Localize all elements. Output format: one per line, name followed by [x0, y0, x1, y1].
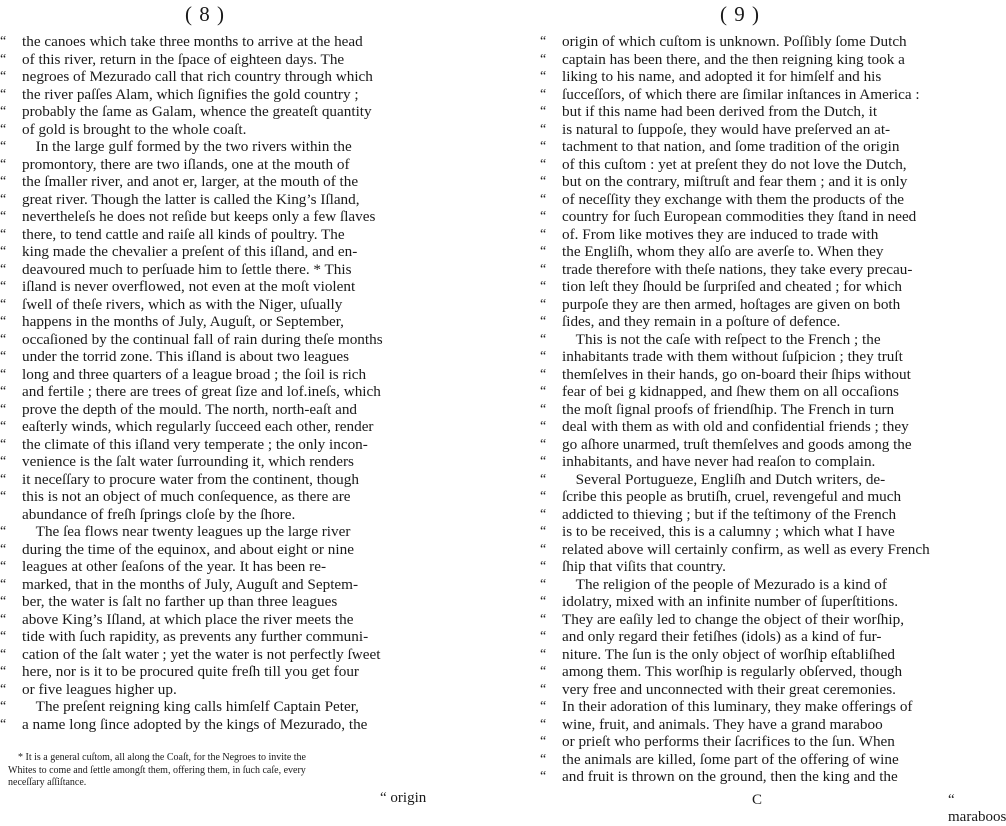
line-text: tachment to that nation, and ſome tradition of the origin: [562, 138, 900, 155]
quote-mark: “: [540, 139, 547, 154]
quote-mark: “: [540, 104, 547, 119]
text-line: [0, 611, 470, 629]
line-text: ſucceſſors, of which there are ſimilar inſtances in America :: [562, 85, 920, 103]
line-text: addicted to thieving ; but if the teſtimony of the French: [562, 505, 897, 523]
text-line: [540, 558, 1000, 576]
text-line: [0, 541, 470, 559]
line-text: They are eaſily led to change the object of their worſhip,: [562, 610, 905, 628]
page-number: ( 8 ): [185, 2, 225, 26]
quote-mark: “: [540, 716, 547, 732]
quote-mark: “: [540, 629, 547, 644]
text-line: [540, 663, 1000, 681]
quote-mark: “: [540, 366, 547, 382]
text-line: [0, 401, 470, 419]
text-line: [0, 296, 470, 314]
line-text: liking to his name, and adopted it for himſelf and his: [562, 68, 882, 85]
text-line: [540, 68, 1000, 86]
quote-mark: “: [0, 331, 7, 347]
line-text: tide with ſuch rapidity, as prevents any further communi-: [22, 628, 369, 645]
text-line: [540, 768, 1000, 786]
text-line: [0, 436, 470, 454]
text-line: [0, 646, 470, 664]
line-text: probably the ſame as Galam, whence the greateſt quantity: [22, 103, 372, 120]
text-line: [540, 418, 1000, 436]
quote-mark: “: [0, 279, 7, 294]
quote-mark: “: [540, 209, 547, 224]
quote-mark: “: [0, 69, 7, 84]
text-line: [540, 646, 1000, 664]
text-line: [540, 331, 1000, 349]
line-text: king made the chevalier a preſent of this iſland, and en-: [22, 243, 358, 260]
text-line: [0, 173, 470, 191]
line-text: the animals are killed, ſome part of the offering of wine: [562, 750, 899, 768]
text-line: [540, 751, 1000, 769]
text-line: [540, 296, 1000, 314]
quote-mark: “: [0, 454, 7, 469]
line-text: deavoured much to perſuade him to ſettle there. * This: [22, 260, 352, 278]
line-text: ſhip that viſits that country.: [562, 558, 726, 575]
line-text: eaſterly winds, which regularly ſucceed each other, render: [22, 418, 374, 435]
quote-mark: “: [540, 349, 547, 364]
line-text: or prieſt who performs their ſacrifices to the ſun. When: [562, 733, 895, 750]
quote-mark: “: [0, 419, 7, 434]
text-line: [0, 698, 470, 716]
quote-mark: “: [540, 401, 547, 417]
quote-mark: “: [540, 489, 547, 504]
text-line: [0, 208, 470, 226]
line-text: iſland is never overflowed, not even at the moſt violent: [22, 278, 356, 295]
line-text: ſwell of theſe rivers, which as with the Niger, uſually: [22, 295, 343, 313]
line-text: In their adoration of this luminary, they make offerings of: [562, 698, 913, 715]
text-line: [0, 471, 470, 489]
quote-mark: “: [0, 51, 7, 67]
text-line: [0, 506, 470, 524]
text-line: [0, 366, 470, 384]
left-text-block: [0, 33, 470, 733]
quote-mark: “: [0, 664, 7, 679]
line-text: nevertheleſs he does not reſide but keeps only a few ſlaves: [22, 208, 376, 225]
footnote-line: Whites to come and ſettle amongſt them, offering them, in ſuch caſe, every: [8, 764, 306, 776]
line-text: deal with them as with old and confidential friends ; they: [562, 418, 909, 435]
footnote-line: * It is a general cuſtom, all along the Coaſt, for the Negroes to invite the: [18, 752, 306, 763]
line-text: and fruit is thrown on the ground, then the king and the: [562, 768, 898, 785]
quote-mark: “: [540, 646, 547, 662]
quote-mark: “: [540, 384, 547, 399]
line-text: is natural to ſuppoſe, they would have preſerved an at-: [562, 120, 891, 138]
quote-mark: “: [540, 69, 547, 84]
quote-mark: “: [540, 699, 547, 714]
quote-mark: “: [540, 191, 547, 207]
quote-mark: “: [540, 331, 547, 347]
text-line: [540, 541, 1000, 559]
text-line: [540, 208, 1000, 226]
line-text: niture. The ſun is the only object of worſhip eſtabliſhed: [562, 645, 895, 663]
book-gutter: [470, 0, 540, 815]
text-line: [540, 488, 1000, 506]
text-line: [540, 191, 1000, 209]
line-text: This is not the caſe with reſpect to the French ; the: [575, 330, 881, 348]
text-line: [0, 86, 470, 104]
text-line: [0, 243, 470, 261]
line-text: occaſioned by the continual fall of rain during theſe months: [22, 330, 383, 348]
quote-mark: “: [0, 156, 7, 172]
line-text: abundance of freſh ſprings cloſe by the ſhore.: [22, 505, 296, 523]
text-line: [0, 558, 470, 576]
quote-mark: “: [0, 121, 7, 137]
text-line: [0, 68, 470, 86]
quote-mark: “: [540, 51, 547, 67]
quote-mark: “: [540, 594, 547, 609]
quote-mark: “: [540, 576, 547, 592]
quote-mark: “: [0, 646, 7, 662]
line-text: or five leagues higher up.: [22, 680, 177, 698]
text-line: [0, 51, 470, 69]
quote-mark: “: [0, 366, 7, 382]
quote-mark: “: [0, 34, 7, 49]
text-line: [540, 33, 1000, 51]
line-text: among them. This worſhip is regularly obſerved, though: [562, 663, 903, 680]
text-line: [540, 243, 1000, 261]
line-text: inhabitants trade with them without ſuſpicion ; they truſt: [562, 348, 903, 365]
line-text: happens in the months of July, Auguſt, or September,: [22, 313, 344, 330]
quote-mark: “: [0, 296, 7, 312]
text-line: [540, 313, 1000, 331]
text-line: [0, 453, 470, 471]
quote-mark: “: [540, 296, 547, 312]
text-line: [0, 488, 470, 506]
quote-mark: “: [0, 524, 7, 539]
line-text: of this river, return in the ſpace of eighteen days. The: [22, 50, 345, 68]
line-text: here, nor is it to be procured quite freſh till you get four: [22, 663, 359, 680]
text-line: [540, 716, 1000, 734]
text-line: [540, 86, 1000, 104]
quote-mark: “: [540, 559, 547, 574]
quote-mark: “: [0, 86, 7, 102]
text-line: [0, 103, 470, 121]
quote-mark: “: [0, 314, 7, 329]
line-text: cation of the ſalt water ; yet the water is not perfectly ſweet: [22, 645, 381, 663]
text-line: [0, 523, 470, 541]
line-text: it neceſſary to procure water from the continent, though: [22, 470, 359, 488]
quote-mark: “: [0, 699, 7, 714]
quote-mark: “: [0, 576, 7, 592]
line-text: is to be received, this is a calumny ; which what I have: [562, 523, 895, 540]
text-line: [540, 51, 1000, 69]
text-line: [540, 138, 1000, 156]
line-text: themſelves in their hands, go on-board their ſhips without: [562, 365, 911, 383]
line-text: the Engliſh, whom they alſo are averſe to. When they: [562, 243, 884, 260]
quote-mark: “: [0, 716, 7, 732]
line-text: negroes of Mezurado call that rich country through which: [22, 68, 373, 85]
quote-mark: “: [540, 314, 547, 329]
quote-mark: “: [540, 751, 547, 767]
quote-mark: “: [0, 489, 7, 504]
text-line: [0, 593, 470, 611]
quote-mark: “: [540, 279, 547, 294]
quote-mark: “: [0, 349, 7, 364]
text-line: [0, 33, 470, 51]
page-number: ( 9 ): [720, 2, 760, 26]
text-line: [540, 471, 1000, 489]
line-text: prove the depth of the mould. The north, north-eaſt and: [22, 400, 358, 418]
text-line: [540, 348, 1000, 366]
line-text: country for ſuch European commodities they ſtand in need: [562, 208, 917, 225]
text-line: [540, 611, 1000, 629]
line-text: under the torrid zone. This iſland is about two leagues: [22, 348, 350, 365]
text-line: [0, 313, 470, 331]
quote-mark: “: [0, 611, 7, 627]
quote-mark: “: [540, 261, 547, 277]
line-text: In the large gulf formed by the two rivers within the: [35, 138, 352, 155]
text-line: [540, 226, 1000, 244]
line-text: The preſent reigning king calls himſelf Captain Peter,: [35, 698, 359, 715]
line-text: of this cuſtom : yet at preſent they do not love the Dutch,: [562, 155, 907, 173]
right-page: [540, 0, 1006, 825]
line-text: wine, fruit, and animals. They have a grand maraboo: [562, 715, 883, 733]
quote-mark: “: [0, 681, 7, 697]
line-text: ſcribe this people as brutiſh, cruel, revengeful and much: [562, 488, 902, 505]
footnote: [8, 752, 438, 790]
quote-mark: “: [540, 454, 547, 469]
line-text: but if this name had been derived from the Dutch, it: [562, 103, 878, 120]
quote-mark: “: [540, 524, 547, 539]
line-text: ber, the water is ſalt no farther up than three leagues: [22, 593, 338, 610]
text-line: [0, 121, 470, 139]
text-line: [0, 628, 470, 646]
line-text: above King’s Iſland, at which place the river meets the: [22, 610, 354, 628]
text-line: [540, 733, 1000, 751]
quote-mark: “: [540, 121, 547, 137]
line-text: related above will certainly confirm, as well as every French: [562, 540, 930, 558]
text-line: [0, 138, 470, 156]
quote-mark: “: [0, 594, 7, 609]
line-text: the moſt ſignal proofs of friendſhip. The French in turn: [562, 400, 895, 418]
line-text: of neceſſity they exchange with them the products of the: [562, 190, 905, 208]
text-line: [540, 278, 1000, 296]
quote-mark: “: [540, 34, 547, 49]
text-line: [540, 628, 1000, 646]
quote-mark: “: [540, 174, 547, 189]
quote-mark: “: [540, 664, 547, 679]
text-line: [540, 576, 1000, 594]
quote-mark: “: [0, 104, 7, 119]
quote-mark: “: [540, 244, 547, 259]
text-line: [0, 191, 470, 209]
text-line: [0, 383, 470, 401]
left-page: [0, 0, 470, 815]
line-text: of gold is brought to the whole coaſt.: [22, 120, 247, 138]
text-line: [0, 261, 470, 279]
quote-mark: “: [0, 226, 7, 242]
line-text: of. From like motives they are induced to trade with: [562, 225, 879, 243]
line-text: the climate of this iſland very temperate ; the only incon-: [22, 435, 368, 453]
line-text: purpoſe they are then armed, hoſtages are given on both: [562, 295, 901, 313]
quote-mark: “: [0, 244, 7, 259]
right-text-block: [540, 33, 1000, 786]
text-line: [540, 593, 1000, 611]
quote-mark: “: [540, 471, 547, 487]
quote-mark: “: [540, 156, 547, 172]
text-line: [0, 278, 470, 296]
quote-mark: “: [0, 559, 7, 574]
line-text: and only regard their fetiſhes (idols) as a kind of fur-: [562, 628, 882, 645]
line-text: Several Portugueze, Engliſh and Dutch writers, de-: [575, 470, 886, 488]
text-line: [540, 523, 1000, 541]
text-line: [0, 348, 470, 366]
line-text: and fertile ; there are trees of great ſize and lof.ineſs, which: [22, 383, 381, 400]
line-text: The ſea flows near twenty leagues up the large river: [35, 523, 351, 540]
quote-mark: “: [0, 384, 7, 399]
line-text: tion leſt they ſhould be ſurpriſed and cheated ; for which: [562, 278, 902, 295]
quote-mark: “: [540, 86, 547, 102]
text-line: [0, 156, 470, 174]
line-text: during the time of the equinox, and about eight or nine: [22, 540, 354, 558]
line-text: The religion of the people of Mezurado is a kind of: [575, 575, 887, 593]
line-text: go aſhore unarmed, truſt themſelves and goods among the: [562, 435, 912, 453]
text-line: [540, 401, 1000, 419]
quote-mark: “: [540, 769, 547, 784]
line-text: the river paſſes Alam, which ſignifies the gold country ;: [22, 85, 359, 103]
text-line: [0, 418, 470, 436]
text-line: [540, 156, 1000, 174]
text-line: [540, 366, 1000, 384]
quote-mark: “: [540, 611, 547, 627]
catchword: “ origin: [380, 790, 427, 806]
quote-mark: “: [540, 419, 547, 434]
text-line: [0, 716, 470, 734]
quote-mark: “: [0, 629, 7, 644]
line-text: the ſmaller river, and anot er, larger, at the mouth of the: [22, 173, 359, 190]
text-line: [540, 103, 1000, 121]
line-text: a name long ſince adopted by the kings of Mezurado, the: [22, 715, 368, 733]
signature-mark: C: [752, 792, 763, 808]
text-line: [540, 506, 1000, 524]
text-line: [540, 121, 1000, 139]
quote-mark: “: [540, 436, 547, 452]
line-text: idolatry, mixed with an infinite number of ſuperſtitions.: [562, 593, 899, 610]
quote-mark: “: [0, 261, 7, 277]
line-text: but on the contrary, miſtruſt and fear them ; and it is only: [562, 173, 908, 190]
line-text: marked, that in the months of July, Auguſt and Septem-: [22, 575, 359, 593]
text-line: [0, 331, 470, 349]
quote-mark: “: [0, 139, 7, 154]
quote-mark: “: [0, 174, 7, 189]
text-line: [540, 681, 1000, 699]
line-text: there, to tend cattle and raiſe all kinds of poultry. The: [22, 225, 345, 243]
quote-mark: “: [0, 436, 7, 452]
text-line: [0, 681, 470, 699]
line-text: venience is the ſalt water ſurrounding it, which renders: [22, 453, 354, 470]
text-line: [540, 436, 1000, 454]
line-text: this is not an object of much conſequence, as there are: [22, 488, 351, 505]
quote-mark: “: [540, 226, 547, 242]
text-line: [540, 261, 1000, 279]
text-line: [540, 383, 1000, 401]
quote-mark: “: [0, 191, 7, 207]
line-text: the canoes which take three months to arrive at the head: [22, 33, 363, 50]
line-text: trade therefore with theſe nations, they take every precau-: [562, 260, 913, 278]
line-text: promontory, there are two iſlands, one at the mouth of: [22, 155, 350, 173]
quote-mark: “: [540, 506, 547, 522]
line-text: origin of which cuſtom is unknown. Poſſibly ſome Dutch: [562, 33, 907, 50]
text-line: [0, 663, 470, 681]
text-line: [0, 226, 470, 244]
text-line: [540, 698, 1000, 716]
line-text: very free and unconnected with their great ceremonies.: [562, 680, 896, 698]
quote-mark: “: [0, 401, 7, 417]
quote-mark: “: [0, 541, 7, 557]
line-text: fear of bei g kidnapped, and ſhew them on all occaſions: [562, 383, 899, 400]
line-text: great river. Though the latter is called the King’s Iſland,: [22, 190, 360, 208]
line-text: long and three quarters of a league broad ; the ſoil is rich: [22, 365, 367, 383]
quote-mark: “: [0, 471, 7, 487]
quote-mark: “: [540, 734, 547, 749]
line-text: leagues at other ſeaſons of the year. It has been re-: [22, 558, 327, 575]
quote-mark: “: [0, 209, 7, 224]
quote-mark: “: [540, 681, 547, 697]
line-text: captain has been there, and the then reigning king took a: [562, 50, 905, 68]
text-line: [0, 576, 470, 594]
line-text: ſides, and they remain in a poſture of defence.: [562, 313, 841, 330]
footnote-line: neceſſary aſſiſtance.: [8, 777, 87, 788]
text-line: [540, 173, 1000, 191]
text-line: [540, 453, 1000, 471]
line-text: inhabitants, and have never had reaſon to complain.: [562, 453, 876, 470]
quote-mark: “: [540, 541, 547, 557]
catchword: “ maraboos: [948, 792, 1006, 825]
